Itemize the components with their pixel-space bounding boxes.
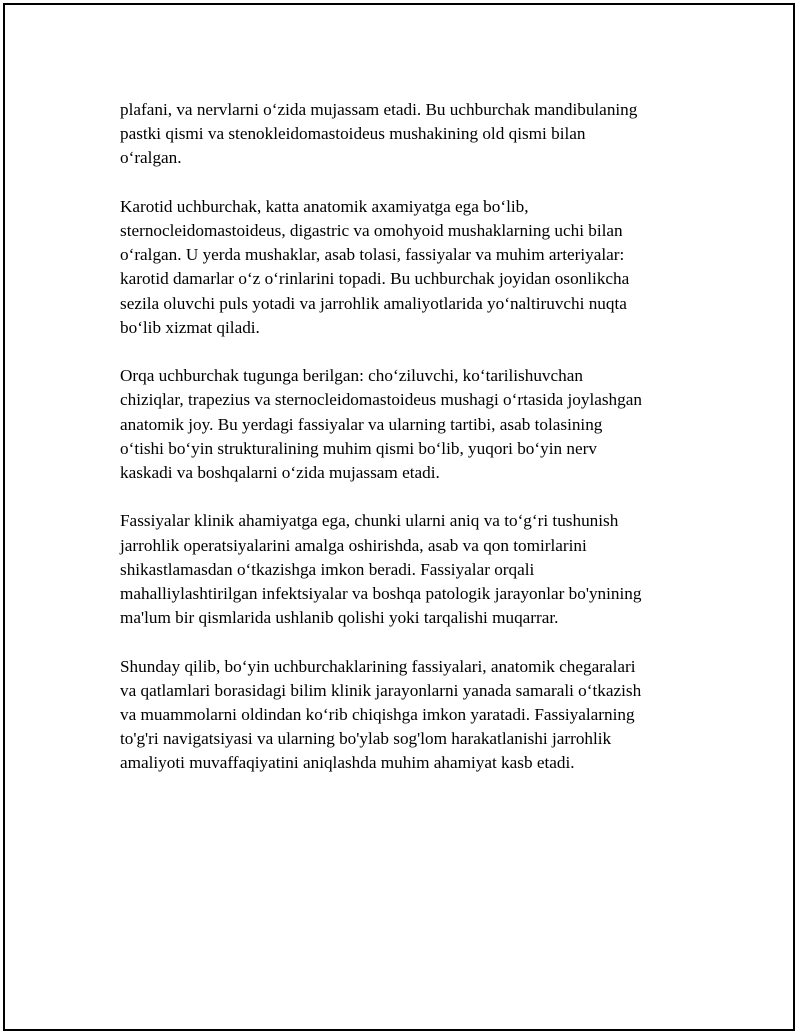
text-line: plafani, va nervlarni oʻzida mujassam etadi. Bu uchburchak mandibulaning <box>120 100 638 119</box>
text-line: boʻlib xizmat qiladi. <box>120 317 260 337</box>
text-line: Fassiyalar klinik ahamiyatga ega, chunki ularni aniq va toʻgʻri tushunish <box>120 511 619 531</box>
text-line: sternocleidomastoideus, digastric va omohyoid mushaklarning uchi bilan <box>120 221 623 240</box>
text-line: karotid damarlar oʻz oʻrinlarini topadi. Bu uchburchak joyidan osonlikcha <box>120 269 630 289</box>
text-line: ma'lum bir qismlarida ushlanib qolishi yoki tarqalishi muqarrar. <box>120 608 559 628</box>
text-line: jarrohlik operatsiyalarini amalga oshirishda, asab va qon tomirlarini <box>120 535 587 555</box>
paragraph-1 <box>120 98 690 171</box>
text-line: pastki qismi va stenokleidomastoideus mushakining old qismi bilan <box>120 124 586 144</box>
text-line: shikastlamasdan oʻtkazishga imkon beradi. Fassiyalar orqali <box>120 559 535 579</box>
text-line: Karotid uchburchak, katta anatomik axamiyatga ega boʻlib, <box>120 196 529 216</box>
document-body <box>120 98 690 800</box>
text-line: oʻralgan. U yerda mushaklar, asab tolasi, fassiyalar va muhim arteriyalar: <box>120 245 625 265</box>
text-line: anatomik joy. Bu yerdagi fassiyalar va ularning tartibi, asab tolasining <box>120 414 603 434</box>
text-line: sezila oluvchi puls yotadi va jarrohlik amaliyotlarida yoʻnaltiruvchi nuqta <box>120 293 627 313</box>
text-line: to'g'ri navigatsiyasi va ularning bo'ylab sog'lom harakatlanishi jarrohlik <box>120 729 612 749</box>
text-line: va muammolarni oldindan koʻrib chiqishga imkon yaratadi. Fassiyalarning <box>120 705 635 725</box>
paragraph-3 <box>120 364 690 485</box>
text-line: mahalliylashtirilgan infektsiyalar va boshqa patologik jarayonlar bo'ynining <box>120 584 642 604</box>
page-frame <box>3 3 795 1031</box>
paragraph-2 <box>120 195 690 340</box>
text-line: oʻtishi boʻyin strukturalining muhim qismi boʻlib, yuqori boʻyin nerv <box>120 438 597 458</box>
text-line: chiziqlar, trapezius va sternocleidomastoideus mushagi oʻrtasida joylashgan <box>120 390 642 410</box>
paragraph-4 <box>120 509 690 630</box>
text-line: oʻralgan. <box>120 148 182 168</box>
text-line: amaliyoti muvaffaqiyatini aniqlashda muhim ahamiyat kasb etadi. <box>120 753 575 773</box>
text-line: kaskadi va boshqalarni oʻzida mujassam etadi. <box>120 463 440 483</box>
paragraph-5 <box>120 655 690 776</box>
text-line: Shunday qilib, boʻyin uchburchaklarining fassiyalari, anatomik chegaralari <box>120 656 636 676</box>
text-line: va qatlamlari borasidagi bilim klinik jarayonlarni yanada samarali oʻtkazish <box>120 680 642 700</box>
text-line: Orqa uchburchak tugunga berilgan: choʻziluvchi, koʻtarilishuvchan <box>120 366 583 386</box>
